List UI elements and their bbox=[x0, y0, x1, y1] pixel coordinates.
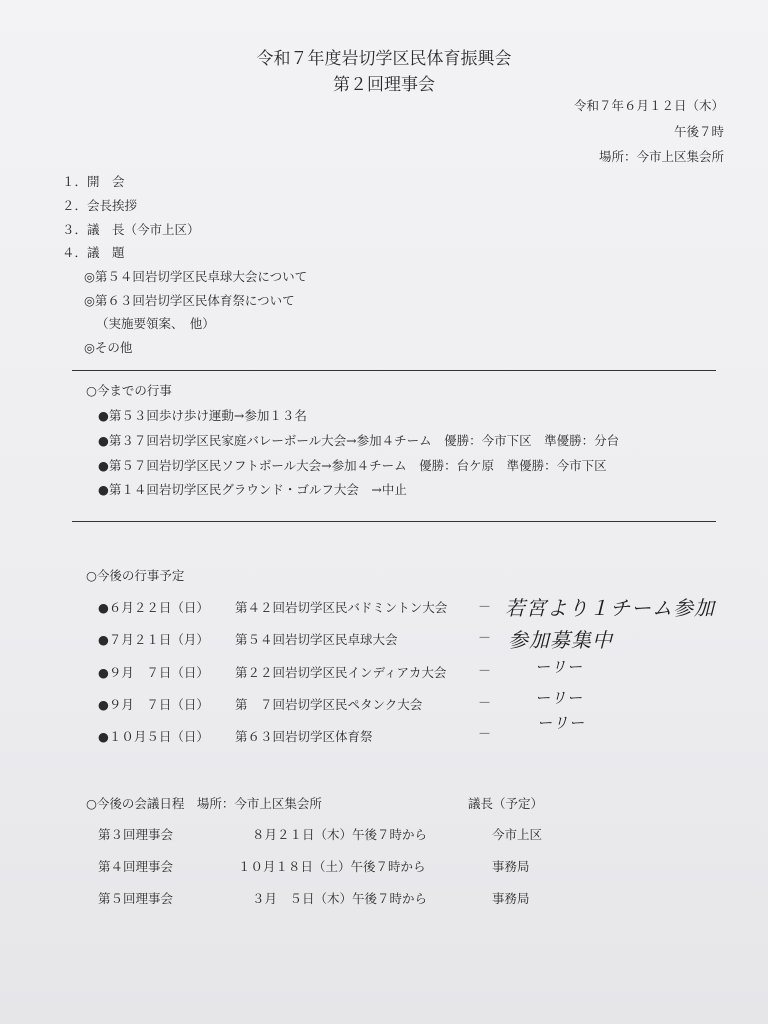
future-event-dash: － bbox=[478, 727, 492, 742]
meeting-name: 第５回理事会 bbox=[98, 891, 174, 906]
future-events-heading: ○今後の行事予定 bbox=[86, 568, 185, 583]
meeting-chair: 事務局 bbox=[492, 859, 530, 874]
handwritten-note: 参加募集中 bbox=[508, 628, 613, 652]
meeting-chair: 事務局 bbox=[492, 891, 530, 906]
chair-heading: 議長（予定） bbox=[468, 796, 544, 811]
future-event-name: 第６３回岩切学区体育祭 bbox=[235, 729, 373, 744]
handwritten-ditto: ーリー bbox=[535, 658, 584, 676]
future-event-dash: － bbox=[478, 600, 492, 615]
meeting-when: ８月２１日（木）午後７時から bbox=[252, 827, 428, 842]
future-event-date: ●９月 ７日（日） bbox=[98, 665, 209, 680]
meeting-name: 第４回理事会 bbox=[98, 859, 174, 874]
document-subtitle: 第２回理事会 bbox=[333, 75, 435, 95]
meeting-place: 場所：今市上区集会所 bbox=[598, 149, 724, 164]
divider bbox=[72, 521, 716, 522]
past-event-item: ●第５３回歩け歩け運動→参加１３名 bbox=[98, 408, 307, 423]
agenda-item: １．開 会 bbox=[62, 174, 125, 189]
agenda-topic: ◎第５４回岩切学区民卓球大会について bbox=[84, 269, 308, 284]
future-event-name: 第２２回岩切学区民インディアカ大会 bbox=[235, 665, 447, 680]
future-event-date: ●７月２１日（月） bbox=[98, 632, 209, 647]
meeting-chair: 今市上区 bbox=[492, 827, 543, 842]
divider bbox=[72, 370, 716, 371]
agenda-topic-note: （実施要領案、 他） bbox=[96, 316, 215, 331]
document-title: 令和７年度岩切学区民体育振興会 bbox=[256, 49, 512, 69]
future-event-dash: － bbox=[478, 631, 492, 646]
meetings-heading: ○今後の会議日程 場所：今市上区集会所 bbox=[86, 796, 322, 811]
future-event-name: 第５４回岩切学区民卓球大会 bbox=[235, 632, 398, 647]
meeting-name: 第３回理事会 bbox=[98, 827, 174, 842]
past-event-item: ●第３７回岩切学区民家庭バレーボール大会→参加４チーム 優勝：今市下区 準優勝：分台 bbox=[98, 433, 620, 448]
meeting-date: 令和７年６月１２日（木） bbox=[573, 98, 724, 113]
agenda-item: ３．議 長（今市上区） bbox=[62, 222, 200, 237]
future-event-dash: － bbox=[478, 696, 492, 711]
past-event-item: ●第５７回岩切学区民ソフトボール大会→参加４チーム 優勝：台ケ原 準優勝：今市下区 bbox=[98, 458, 607, 473]
agenda-item: ４．議 題 bbox=[62, 245, 125, 260]
future-event-name: 第 ７回岩切学区民ペタンク大会 bbox=[235, 697, 423, 712]
handwritten-note: 若宮より１チーム参加 bbox=[505, 596, 715, 620]
agenda-item: ２．会長挨拶 bbox=[62, 198, 138, 213]
future-event-dash: － bbox=[478, 664, 492, 679]
handwritten-ditto: ーリー bbox=[537, 714, 586, 732]
agenda-topic: ◎その他 bbox=[84, 340, 133, 355]
agenda-topic: ◎第６３回岩切学区民体育祭について bbox=[84, 293, 295, 308]
future-event-name: 第４２回岩切学区民バドミントン大会 bbox=[235, 600, 448, 615]
past-event-item: ●第１４回岩切学区民グラウンド・ゴルフ大会 →中止 bbox=[98, 482, 407, 497]
past-events-heading: ○今までの行事 bbox=[86, 383, 172, 398]
meeting-when: ３月 ５日（木）午後７時から bbox=[252, 891, 428, 906]
meeting-when: １０月１８日（土）午後７時から bbox=[238, 859, 426, 874]
future-event-date: ●６月２２日（日） bbox=[98, 600, 209, 615]
future-event-date: ●９月 ７日（日） bbox=[98, 697, 209, 712]
meeting-time: 午後７時 bbox=[673, 124, 724, 139]
handwritten-ditto: ーリー bbox=[535, 689, 584, 707]
future-event-date: ●１０月５日（日） bbox=[98, 729, 209, 744]
